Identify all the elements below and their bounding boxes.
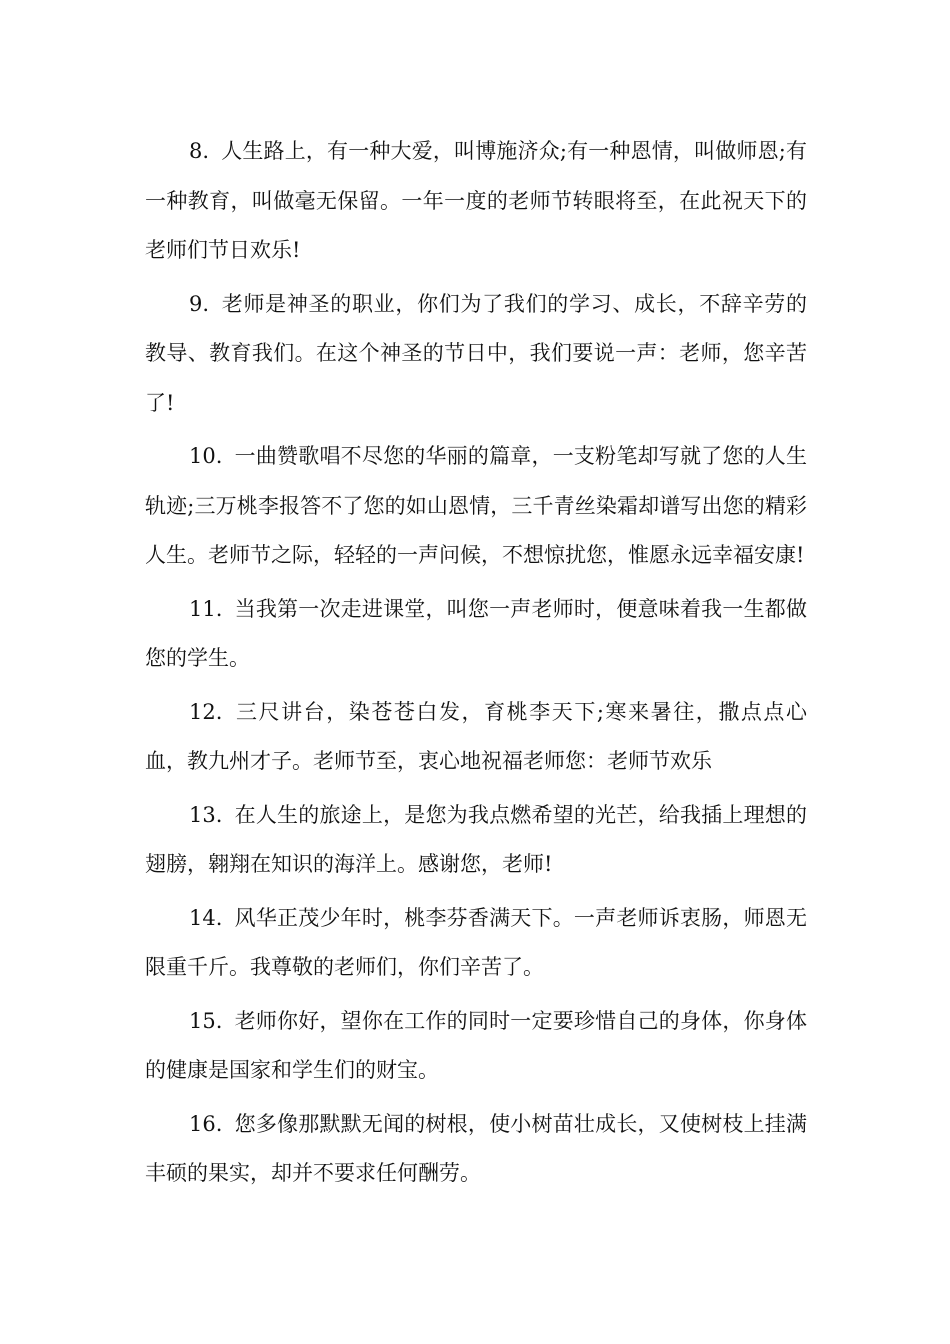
- paragraph-text: 风华正茂少年时，桃李芬香满天下。一声老师诉衷肠，师恩无限重千斤。我尊敬的老师们，你们辛苦了。: [145, 905, 807, 979]
- paragraph-text: 您多像那默默无闻的树根，使小树苗壮成长，又使树枝上挂满丰硕的果实，却并不要求任何酬劳。: [145, 1111, 807, 1185]
- paragraph-16: [145, 1100, 807, 1199]
- paragraph-number: 12.: [189, 699, 223, 724]
- paragraph-text: 老师你好，望你在工作的同时一定要珍惜自己的身体，你身体的健康是国家和学生们的财宝。: [145, 1008, 807, 1082]
- paragraph-15: [145, 997, 807, 1096]
- paragraph-text: 三尺讲台，染苍苍白发，育桃李天下;寒来暑往，撒点点心血，教九州才子。老师节至，衷心地祝福老师您：老师节欢乐: [145, 699, 807, 773]
- paragraph-number: 10.: [189, 444, 223, 468]
- paragraph-11: [145, 585, 807, 684]
- paragraph-number: 16.: [189, 1111, 223, 1136]
- paragraph-number: 13.: [189, 802, 223, 827]
- paragraph-text: 当我第一次走进课堂，叫您一声老师时，便意味着我一生都做您的学生。: [145, 596, 807, 670]
- paragraph-10: [145, 432, 807, 581]
- paragraph-14: [145, 894, 807, 993]
- paragraph-number: 8.: [189, 139, 210, 163]
- paragraph-number: 11.: [189, 596, 223, 621]
- paragraph-number: 14.: [189, 905, 223, 930]
- paragraph-9: [145, 280, 807, 429]
- paragraph-12: [145, 688, 807, 787]
- paragraph-text: 在人生的旅途上，是您为我点燃希望的光芒，给我插上理想的翅膀，翱翔在知识的海洋上。感谢您，老师!: [145, 802, 807, 876]
- document-body: [145, 127, 807, 1203]
- paragraph-number: 9.: [189, 291, 210, 316]
- paragraph-8: [145, 127, 807, 276]
- paragraph-13: [145, 791, 807, 890]
- paragraph-number: 15.: [189, 1008, 223, 1033]
- paragraph-text: 人生路上，有一种大爱，叫博施济众;有一种恩情，叫做师恩;有一种教育，叫做毫无保留。一年一度的老师节转眼将至，在此祝天下的老师们节日欢乐!: [145, 139, 807, 262]
- paragraph-text: 一曲赞歌唱不尽您的华丽的篇章，一支粉笔却写就了您的人生轨迹;三万桃李报答不了您的如山恩情，三千青丝染霜却谱写出您的精彩人生。老师节之际，轻轻的一声问候，不想惊扰您，惟愿永远幸福安康!: [145, 444, 807, 567]
- paragraph-text: 老师是神圣的职业，你们为了我们的学习、成长，不辞辛劳的教导、教育我们。在这个神圣的节日中，我们要说一声：老师，您辛苦了!: [145, 291, 807, 415]
